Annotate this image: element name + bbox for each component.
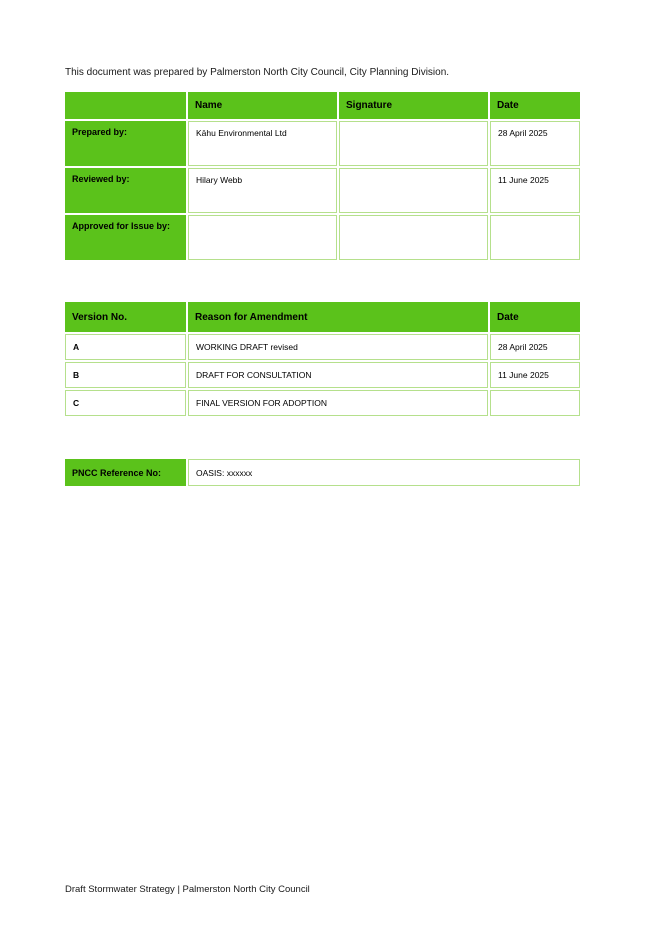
table-row [65, 390, 580, 416]
version-header-date: Date [490, 302, 580, 332]
preparation-header-name: Name [188, 92, 337, 119]
version-b-date: 11 June 2025 [490, 362, 580, 388]
reviewed-by-label: Reviewed by: [65, 168, 186, 213]
preparation-header-signature: Signature [339, 92, 488, 119]
reference-table [63, 457, 582, 488]
version-header-reason: Reason for Amendment [188, 302, 488, 332]
table-row [65, 362, 580, 388]
approved-by-date [490, 215, 580, 260]
prepared-by-date: 28 April 2025 [490, 121, 580, 166]
approved-by-label: Approved for Issue by: [65, 215, 186, 260]
prepared-by-label: Prepared by: [65, 121, 186, 166]
version-table [63, 300, 582, 418]
table-row [65, 334, 580, 360]
version-b-reason: DRAFT FOR CONSULTATION [188, 362, 488, 388]
table-row [65, 459, 580, 486]
approved-by-signature [339, 215, 488, 260]
version-a-reason: WORKING DRAFT revised [188, 334, 488, 360]
reviewed-by-name: Hilary Webb [188, 168, 337, 213]
version-c-letter: C [65, 390, 186, 416]
table-row [65, 121, 580, 166]
table-row [65, 168, 580, 213]
preparation-table [63, 90, 582, 262]
table-row [65, 215, 580, 260]
version-header-version-no: Version No. [65, 302, 186, 332]
prepared-by-signature [339, 121, 488, 166]
intro-text: This document was prepared by Palmerston North City Council, City Planning Division. [65, 67, 450, 78]
preparation-header-blank [65, 92, 186, 119]
version-b-letter: B [65, 362, 186, 388]
pncc-reference-label: PNCC Reference No: [65, 459, 186, 486]
version-header-row [65, 302, 580, 332]
version-a-letter: A [65, 334, 186, 360]
version-c-reason: FINAL VERSION FOR ADOPTION [188, 390, 488, 416]
version-c-date [490, 390, 580, 416]
page-footer: Draft Stormwater Strategy | Palmerston North City Council [65, 884, 310, 895]
approved-by-name [188, 215, 337, 260]
preparation-header-date: Date [490, 92, 580, 119]
version-a-date: 28 April 2025 [490, 334, 580, 360]
reviewed-by-date: 11 June 2025 [490, 168, 580, 213]
pncc-reference-value: OASIS: xxxxxx [188, 459, 580, 486]
prepared-by-name: Kāhu Environmental Ltd [188, 121, 337, 166]
reviewed-by-signature [339, 168, 488, 213]
preparation-header-row [65, 92, 580, 119]
